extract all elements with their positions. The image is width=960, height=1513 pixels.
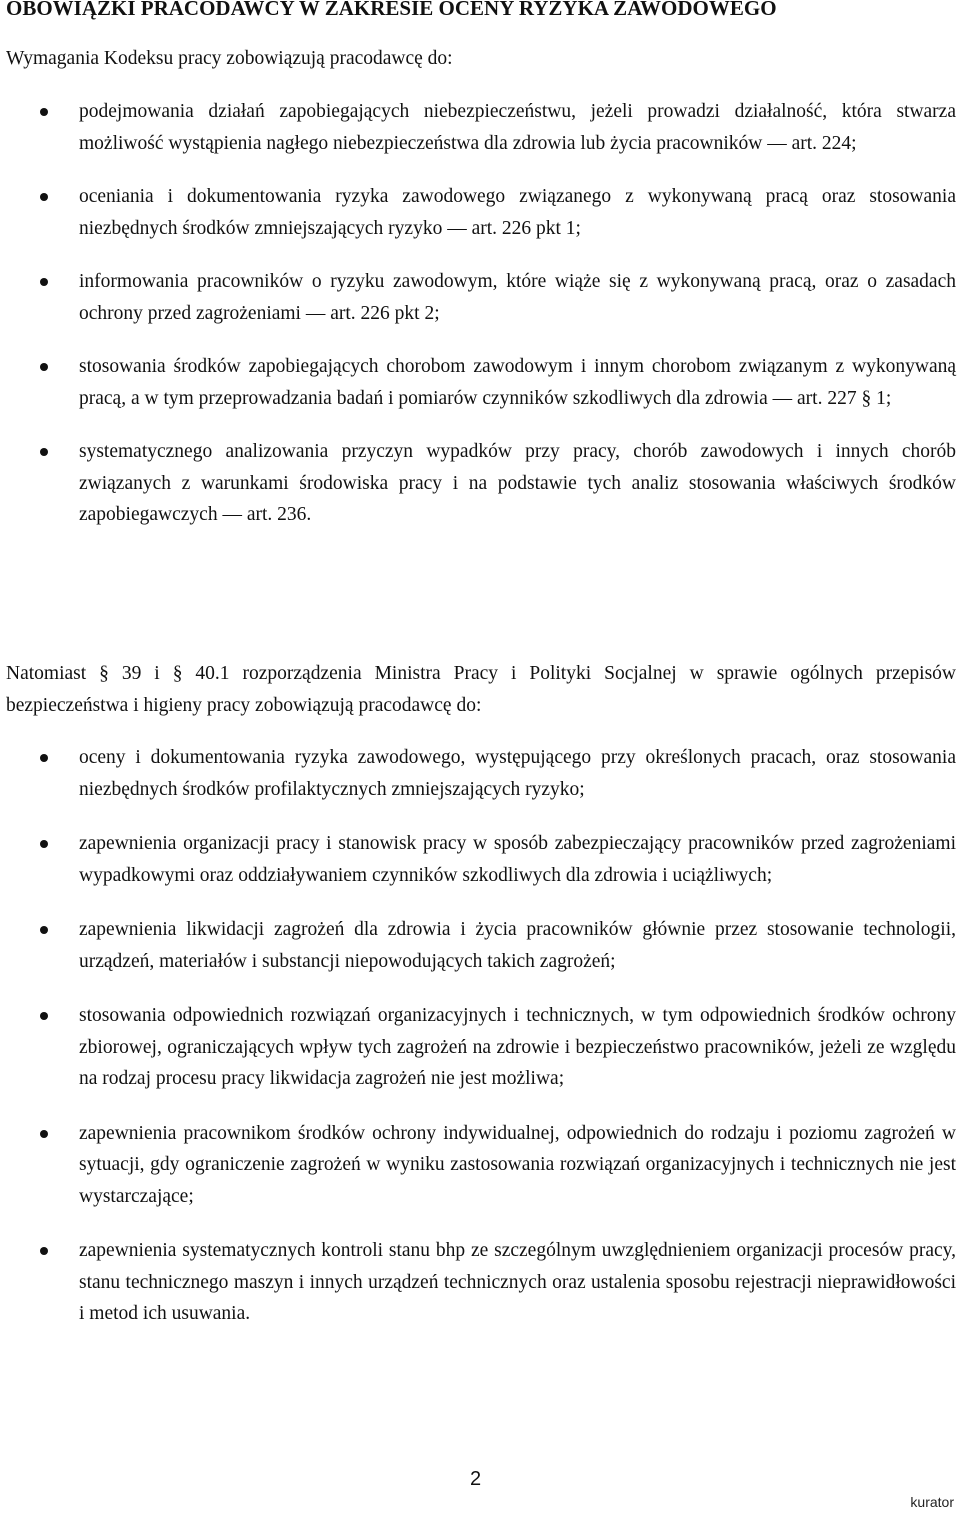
list-item-text: podejmowania działań zapobiegających niebezpieczeństwu, jeżeli prowadzi działalność, która stwarza możliwość wystąpienia nagłego niebezpieczeństwa dla zdrowia lub życia pracowników — art. 224; [79, 101, 956, 154]
list-item [0, 1118, 956, 1213]
list-item [0, 828, 956, 891]
list-item [0, 1000, 956, 1095]
list-item [0, 266, 956, 329]
bullet-icon [40, 1130, 48, 1138]
list-item-text: zapewnienia pracownikom środków ochrony indywidualnej, odpowiednich do rodzaju i poziomu zagrożeń w sytuacji, gdy ograniczenie zagrożeń w wyniku zastosowania rozwiązań organizacyjnych i technicznych nie jest wystarczające; [79, 1122, 956, 1207]
list-item-text: oceniania i dokumentowania ryzyka zawodowego związanego z wykonywaną pracą oraz stosowania niezbędnych środków zmniejszających ryzyko — art. 226 pkt 1; [79, 186, 956, 239]
list-item [0, 914, 956, 977]
list-item [0, 742, 956, 805]
list-item-text: systematycznego analizowania przyczyn wypadków przy pracy, chorób zawodowych i innych chorób związanych z warunkami środowiska pracy i na podstawie tych analiz stosowania właściwych środków zapobiegawczych — art. 236. [79, 441, 956, 525]
regulation-obligations-list [0, 742, 956, 1330]
list-item [0, 1235, 956, 1330]
bullet-icon [40, 278, 48, 286]
list-item-text: stosowania środków zapobiegających chorobom zawodowym i innym chorobom związanym z wykonywaną pracą, a w tym przeprowadzania badań i pomiarów czynników szkodliwych dla zdrowia — art. 227 § 1; [79, 356, 956, 409]
list-item [0, 436, 956, 531]
list-item-text: zapewnienia organizacji pracy i stanowisk pracy w sposób zabezpieczający pracowników przed zagrożeniami wypadkowymi oraz oddziaływaniem czynników szkodliwych dla zdrowia i uciążliwych; [79, 833, 956, 886]
list-item-text: zapewnienia systematycznych kontroli stanu bhp ze szczególnym uwzględnieniem organizacji procesów pracy, stanu technicznego maszyn i innych urządzeń technicznych oraz ustalenia sposobu rejestracji nieprawidłowości i metod ich usuwania. [79, 1240, 956, 1324]
list-item [0, 96, 956, 159]
bullet-icon [40, 448, 48, 456]
list-item-text: informowania pracowników o ryzyku zawodowym, które wiąże się z wykonywaną pracą, oraz o zasadach ochrony przed zagrożeniami — art. 226 pkt 2; [79, 271, 956, 324]
list-item-text: zapewnienia likwidacji zagrożeń dla zdrowia i życia pracowników głównie przez stosowanie technologii, urządzeń, materiałów i substancji niepowodujących takich zagrożeń; [79, 919, 956, 972]
list-item [0, 351, 956, 414]
watermark: kurator [910, 1494, 954, 1510]
bullet-icon [40, 108, 48, 116]
list-item-text: oceny i dokumentowania ryzyka zawodowego, występującego przy określonych pracach, oraz stosowania niezbędnych środków profilaktycznych zmniejszających ryzyko; [79, 747, 956, 800]
bullet-icon [40, 1012, 48, 1020]
bullet-icon [40, 840, 48, 848]
bullet-icon [40, 193, 48, 201]
bullet-icon [40, 363, 48, 371]
bullet-icon [40, 754, 48, 762]
list-item-text: stosowania odpowiednich rozwiązań organizacyjnych i technicznych, w tym odpowiednich środków ochrony zbiorowej, ograniczających wpływ tych zagrożeń na zdrowie i bezpieczeństwo pracowników, jeżeli ze względu na rodzaj procesu pracy likwidacja zagrożeń nie jest możliwa; [79, 1005, 956, 1089]
kodeks-obligations-list [0, 96, 956, 531]
regulation-paragraph: Natomiast § 39 i § 40.1 rozporządzenia Ministra Pracy i Polityki Socjalnej w sprawie ogólnych przepisów bezpieczeństwa i higieny pracy zobowiązują pracodawcę do: [6, 663, 956, 716]
page-heading: OBOWIĄZKI PRACODAWCY W ZAKRESIE OCENY RYZYKA ZAWODOWEGO [6, 0, 777, 20]
list-item [0, 181, 956, 244]
intro-paragraph: Wymagania Kodeksu pracy zobowiązują pracodawcę do: [6, 48, 453, 69]
bullet-icon [40, 926, 48, 934]
bullet-icon [40, 1247, 48, 1255]
page-number: 2 [470, 1468, 482, 1490]
